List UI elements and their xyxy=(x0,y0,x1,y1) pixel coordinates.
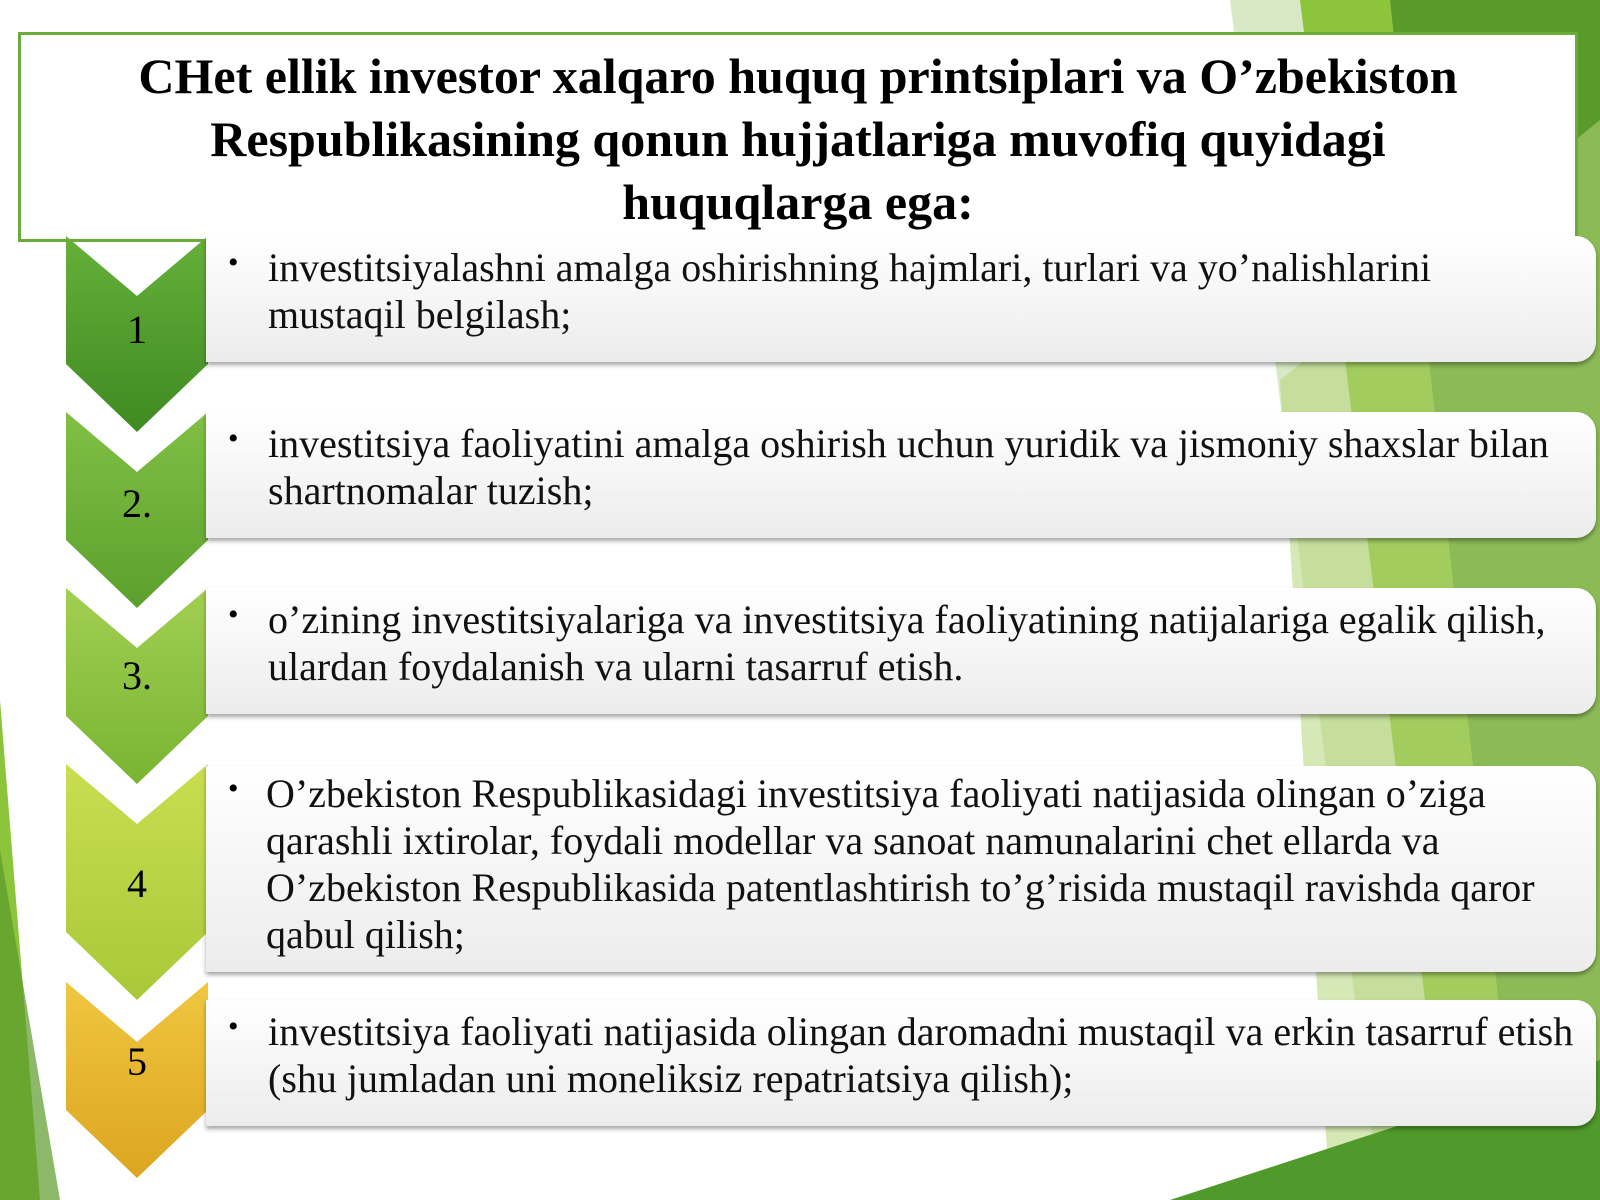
step-4-text: O’zbekiston Respublikasidagi investitsiya faoliyati natijasida olingan o’ziga qarashli ixtirolar, foydali modellar va sanoat namunalarini chet ellarda va O’zbekiston Respublikasida patentlashtirish to’g’risida mustaqil ravishda qaror qabul qilish; xyxy=(266,771,1535,957)
bullet: • xyxy=(228,598,239,631)
bullet: • xyxy=(228,1010,239,1043)
title-box xyxy=(18,32,1578,242)
step-1-text: investitsiyalashni amalga oshirishning hajmlari, turlari va yo’nalishlarini mustaqil belgilash; xyxy=(268,245,1432,337)
step-5-text: investitsiya faoliyati natijasida olingan daromadni mustaqil va erkin tasarruf etish (shu jumladan uni moneliksiz repatriatsiya qilish); xyxy=(268,1009,1574,1101)
step-5-card xyxy=(206,1000,1596,1126)
bullet: • xyxy=(228,772,239,805)
bullet: • xyxy=(228,422,239,455)
step-2-card xyxy=(206,412,1596,538)
step-2-number: 2. xyxy=(122,481,152,526)
step-4-card xyxy=(206,766,1596,972)
slide-title: CHet ellik investor xalqaro huquq printsiplari va O’zbekiston Respublikasining qonun hujjatlariga muvofiq quyidagi huquqlarga ega: xyxy=(138,47,1458,230)
step-3-card xyxy=(206,588,1596,714)
step-1-number: 1 xyxy=(127,307,147,352)
step-4-number: 4 xyxy=(127,861,147,906)
step-3-number: 3. xyxy=(122,653,152,698)
step-2-text: investitsiya faoliyatini amalga oshirish uchun yuridik va jismoniy shaxslar bilan shartnomalar tuzish; xyxy=(268,421,1549,513)
bullet: • xyxy=(228,246,239,279)
step-5-number: 5 xyxy=(127,1039,147,1084)
step-3-text: o’zining investitsiyalariga va investitsiya faoliyatining natijalariga egalik qilish, ulardan foydalanish va ularni tasarruf etish. xyxy=(268,597,1546,689)
step-1-card xyxy=(206,236,1596,362)
